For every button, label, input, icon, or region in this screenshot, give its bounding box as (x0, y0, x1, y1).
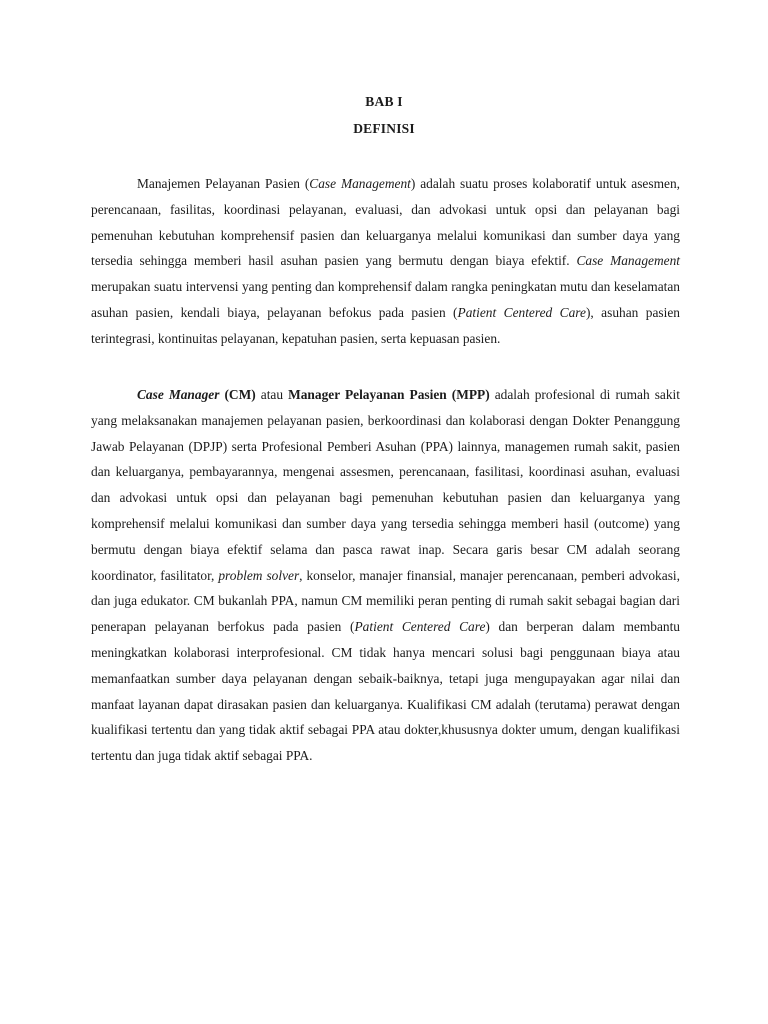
text-run: adalah profesional di rumah sakit yang melaksanakan manajemen pelayanan pasien, berkoordinasi dan kolaborasi dengan Dokter Penanggung Jawab Pelayanan (DPJP) serta Profesional Pemberi Asuhan (PPA) lainnya, managemen rumah sakit, pasien dan keluarganya, pembayarannya, mengenai assesmen, perencanaan, fasilitasi, koordinasi asuhan, evaluasi dan advokasi untuk opsi dan pelayanan bagi pemenuhan kebutuhan pasien dan keluarganya yang komprehensif melalui komunikasi dan sumber daya yang tersedia sehingga memberi hasil (outcome) yang bermutu dengan biaya efektif selama dan pasca rawat inap. Secara garis besar CM adalah seorang koordinator, fasilitator, (91, 387, 680, 583)
text-run: Patient Centered Care (457, 304, 586, 320)
text-run: problem solver (218, 567, 300, 583)
text-run: , konselor, manajer finansial, manajer perencanaan, pemberi advokasi, dan juga edukator. CM bukanlah PPA, namun CM memiliki peran penting di rumah sakit sebagai bagian dari penerapan pelayanan berfokus pada pasien ( (91, 567, 680, 635)
text-run: (CM) (219, 387, 256, 402)
paragraph-case-management (91, 171, 680, 352)
text-run: ) adalah suatu proses kolaboratif untuk asesmen, perencanaan, fasilitas, koordinasi pelayanan, evaluasi, dan advokasi untuk opsi dan pelayanan bagi pemenuhan kebutuhan komprehensif pasien dan keluarganya melalui komunikasi dan sumber daya yang tersedia sehingga memberi hasil asuhan pasien yang bermutu dengan biaya efektif. (91, 176, 680, 269)
paragraph-case-manager (91, 382, 680, 769)
text-run: Patient Centered Care (354, 619, 486, 635)
text-run: ) dan berperan dalam membantu meningkatkan kolaborasi interprofesional. CM tidak hanya mencari solusi bagi penggunaan biaya atau memanfaatkan sumber daya pelayanan dengan sebaik-baiknya, tetapi juga mengupayakan agar nilai dan manfaat layanan dapat dirasakan pasien dan keluarganya. Kualifikasi CM adalah (terutama) perawat dengan kualifikasi tertentu dan yang tidak aktif sebagai PPA atau dokter,khususnya dokter umum, dengan kualifikasi tertentu dan juga tidak aktif sebagai PPA. (91, 619, 680, 764)
text-run: ), asuhan pasien terintegrasi, kontinuitas pelayanan, kepatuhan pasien, serta kepuasan pasien. (91, 304, 680, 346)
text-run: merupakan suatu intervensi yang penting dan komprehensif dalam rangka peningkatan mutu dan keselamatan asuhan pasien, kendali biaya, pelayanan befokus pada pasien ( (91, 279, 680, 320)
text-run: Case Manager (137, 387, 220, 402)
text-run: Manajemen Pelayanan Pasien ( (137, 176, 310, 191)
text-run: Case Management (309, 176, 411, 191)
text-run: Manager Pelayanan Pasien (MPP) (288, 387, 490, 402)
text-run: atau (255, 387, 289, 402)
section-title: DEFINISI (353, 121, 415, 136)
text-run: Case Management (576, 253, 680, 269)
chapter-heading: BAB I (365, 94, 403, 109)
